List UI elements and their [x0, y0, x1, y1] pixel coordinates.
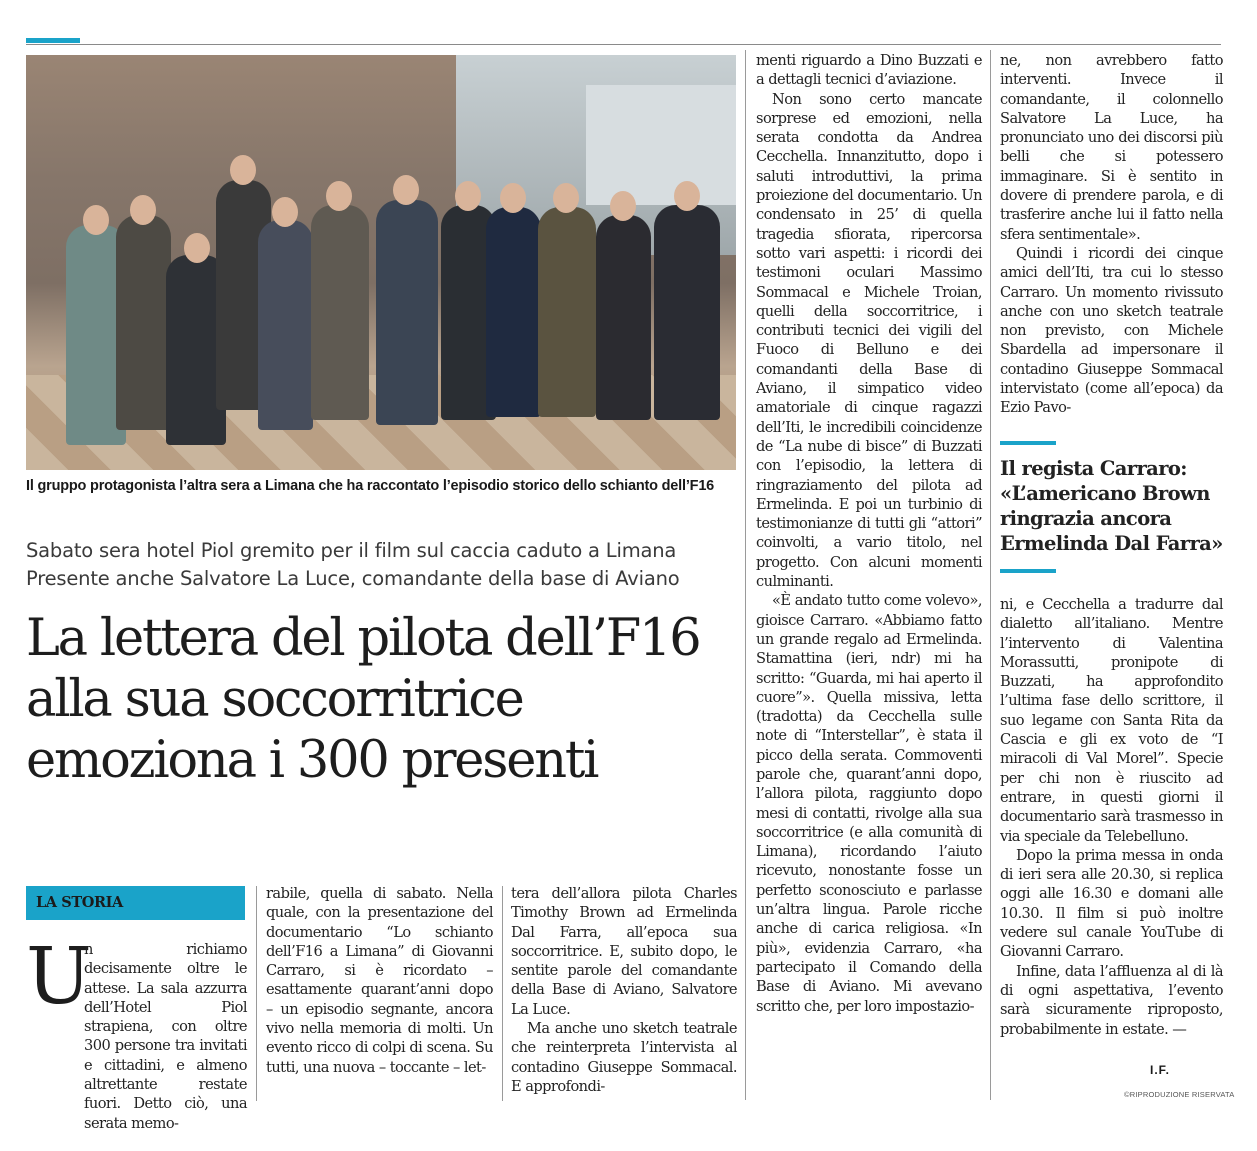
paragraph: tera dell’allora pilota Charles Timothy Brown ad Ermelinda Dal Farra, all’epoca sua soccorritrice. E, subito dopo, le sentite parole del comandante della Base di Aviano, Salvatore La Luce. — [511, 885, 737, 1018]
paragraph: n richiamo decisamente oltre le attese. La sala azzurra dell’Hotel Piol strapiena, con oltre 300 persone tra invitati e cittadini, e almeno altrettante restate fuori. Detto ciò, una serata memo- — [84, 941, 247, 1132]
subheadline: Sabato sera hotel Piol gremito per il film sul caccia caduto a Limana — [26, 539, 677, 562]
article-column-3 — [511, 884, 737, 1096]
paragraph: Infine, data l’affluenza al di là di ogni aspettativa, l’evento sarà sicuramente riproposto, probabilmente in estate. — — [1000, 962, 1223, 1038]
section-accent-bar — [26, 38, 80, 43]
paragraph: menti riguardo a Dino Buzzati e a dettagli tecnici d’aviazione. — [756, 52, 982, 89]
paragraph: ni, e Cecchella a tradurre dal dialetto all’italiano. Mentre l’intervento di Valentina Morassutti, pronipote di Buzzati, ha approfondito l’ultima fase dello scrittore, il suo legame con Santa Rita da Cascia e gli ex voto de “I miracoli di Val Morel”. Specie per chi non è riuscito ad entrare, in questi giorni il documentario sarà trasmesso in via speciale da Telebelluno. — [1000, 596, 1223, 845]
section-tag-label: LA STORIA — [36, 894, 123, 911]
column-rule — [990, 50, 991, 1100]
article-column-4 — [756, 51, 982, 1016]
copyright-notice: ©RIPRODUZIONE RISERVATA — [1124, 1090, 1235, 1099]
column-rule — [502, 886, 503, 1101]
paragraph: ne, non avrebbero fatto interventi. Invece il comandante, il colonnello Salvatore La Luce, ha pronunciato uno dei discorsi più belli che si potessero immaginare. Si è sentito in dovere di prendere parola, e di trasferire anche lui il fatto nella sfera sentimentale». — [1000, 52, 1223, 243]
drop-cap: U — [26, 932, 92, 1022]
headline-line: emoziona i 300 presenti — [26, 731, 598, 790]
paragraph: Ma anche uno sketch teatrale che reinterpreta l’intervista al contadino Giuseppe Sommacal. E approfondi- — [511, 1020, 737, 1095]
headline — [26, 608, 700, 791]
side-title-accent — [1000, 441, 1056, 445]
photo-caption: Il gruppo protagonista l’altra sera a Limana che ha raccontato l’episodio storico dello schianto dell’F16 — [26, 478, 715, 494]
side-title-accent — [1000, 569, 1056, 573]
column-rule — [745, 50, 746, 1100]
paragraph: rabile, quella di sabato. Nella quale, con la presentazione del documentario “Lo schianto dell’F16 a Limana” di Giovanni Carraro, si è ricordato – esattamente quarant’anni dopo – un episodio segnante, ancora vivo nella memoria di molti. Un evento ricco di colpi di scena. Su tutti, una nuova – toccante – let- — [266, 885, 493, 1076]
paragraph: «È andato tutto come volevo», gioisce Carraro. «Abbiamo fatto un grande regalo ad Ermelinda. Stamattina (ieri, ndr) mi ha scritto: “Guarda, mi hai aperto il cuore”». Quella missiva, letta (tradotta) da Cecchella sulle note di “Interstellar”, è stata il picco della serata. Commoventi parole che, quarant’anni dopo, l’allora pilota, raggiunto dopo mesi di contatti, rivolge alla sua soccorritrice (e alla comunità di Limana), ricordando l’aiuto ricevuto, nonostante fosse un perfetto sconosciuto e parlasse un’altra lingua. Parole ricche anche di carica religiosa. «In più», evidenzia Carraro, «ha partecipato il Comando della Base di Aviano. Mi avevano scritto che, per loro impostazio- — [756, 592, 982, 1015]
paragraph: Dopo la prima messa in onda di ieri sera alle 20.30, si replica oggi alle 16.30 e domani alle 10.30. Il film si può inoltre vedere sul canale YouTube di Giovanni Carraro. — [1000, 846, 1223, 961]
paragraph: Non sono certo mancate sorprese ed emozioni, nella serata condotta da Andrea Cecchella. Innanzitutto, dopo i saluti introduttivi, la prima proiezione del documentario. Un condensato in 25’ di quella tragedia sfiorata, ripercorsa sotto vari aspetti: i ricordi dei testimoni oculari Massimo Sommacal e Michele Troian, quelli della soccorritrice, i contributi tecnici dei vigili del Fuoco di Belluno e dei comandanti della Base di Aviano, il simpatico video amatoriale di cinque ragazzi dell’Iti, le incredibili coincidenze de “La nube di bisce” di Buzzati con l’episodio, la lettera di ringraziamento del pilota ad Ermelinda. E poi un turbinio di testimonianze di tutti gli “attori” coinvolti, a vario titolo, nel progetto. Con alcuni momenti culminanti. — [756, 90, 982, 591]
paragraph: Quindi i ricordi dei cinque amici dell’Iti, tra cui lo stesso Carraro. Un momento rivissuto anche con uno sketch teatrale non previsto, con Michele Sbardella ad impersonare il contadino Giuseppe Sommacal intervistato (come all’epoca) da Ezio Pavo- — [1000, 244, 1223, 417]
column-rule — [256, 886, 257, 1101]
author-signature: I.F. — [1150, 1063, 1171, 1077]
section-tag — [26, 886, 245, 920]
top-divider — [26, 44, 1221, 45]
headline-line: La lettera del pilota dell’F16 — [26, 609, 700, 668]
group-photo — [26, 55, 736, 470]
article-column-1 — [84, 940, 247, 1133]
article-column-2 — [266, 884, 493, 1077]
article-column-5b — [1000, 595, 1223, 1039]
subheadline: Presente anche Salvatore La Luce, comandante della base di Aviano — [26, 567, 680, 590]
headline-line: alla sua soccorritrice — [26, 670, 523, 729]
side-title: Il regista Carraro: «L’americano Brown ringrazia ancora Ermelinda Dal Farra» — [1000, 457, 1223, 555]
article-column-5 — [1000, 51, 1223, 418]
